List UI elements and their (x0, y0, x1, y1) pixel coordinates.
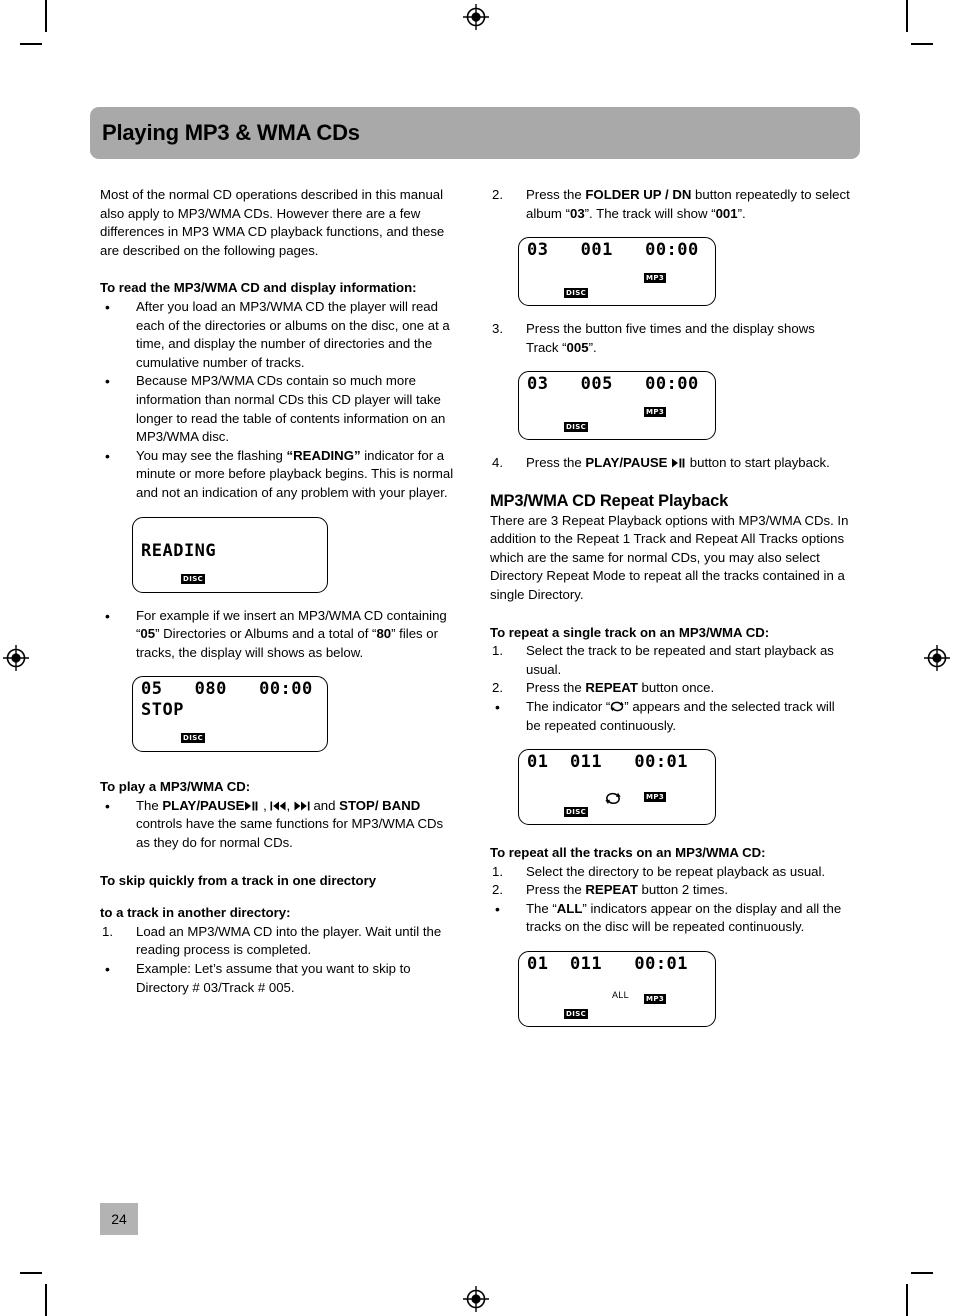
text-run-bold: ALL (556, 900, 583, 916)
list-item (100, 298, 460, 372)
text-run: For example if we insert an MP3/WMA CD containing “ (136, 607, 447, 642)
list-item (100, 797, 460, 853)
text-run: ”. The track will show “ (584, 205, 716, 221)
page-number-text: 24 (111, 1211, 127, 1227)
list-item-text: Select the track to be repeated and start playback as usual. (526, 643, 834, 677)
text-run-bold: FOLDER UP / DN (585, 187, 692, 202)
lcd-display-stop (132, 676, 328, 752)
text-run: button to start playback. (686, 455, 830, 471)
skip-back-icon (270, 801, 286, 811)
text-run: You may see the flashing (136, 447, 287, 463)
text-run: Press the (526, 882, 586, 898)
disc-badge: DISC (183, 574, 204, 583)
heading-read-cd: To read the MP3/WMA CD and display information: (100, 280, 417, 296)
crop-mark-top-right-v (906, 0, 908, 32)
text-run: Press the (526, 187, 586, 202)
folder-steps-list-4 (490, 454, 850, 473)
list-item (100, 372, 460, 446)
lcd-line-text: READING (141, 540, 217, 561)
list-item-text (136, 608, 447, 660)
crop-mark-bottom-right-v (906, 1284, 908, 1316)
repeat-all-steps-list (490, 863, 850, 937)
registration-target-icon-bottom (463, 1286, 489, 1312)
mp3-badge: MP3 (646, 995, 665, 1004)
text-run-bold: 05 (140, 626, 156, 642)
list-item (490, 881, 850, 900)
repeat-playback-paragraph: There are 3 Repeat Playback options with MP3/WMA CDs. In addition to the Repeat 1 Track and Repeat All Tracks options which are the same for normal CDs, you may also select Directory Repeat Mode to repeat all the tracks contained in a single Directory. (490, 512, 849, 602)
repeat-single-steps-list (490, 642, 850, 735)
list-item (490, 863, 850, 882)
crop-mark-top-right-h (911, 43, 933, 45)
lcd-display-track-005 (518, 371, 716, 440)
list-item (100, 447, 460, 503)
list-item (490, 679, 850, 698)
text-run: controls have the same functions for MP3/WMA CDs as they do for normal CDs. (136, 816, 444, 851)
bullet-marker: • (105, 607, 110, 624)
list-item-text (526, 699, 835, 733)
left-column (100, 186, 460, 997)
step-marker: 2. (492, 882, 503, 898)
lcd-display-repeat-one (518, 749, 716, 825)
registration-target-icon-left (3, 645, 29, 671)
text-run: , (286, 797, 294, 813)
crop-mark-top-left-h (20, 43, 42, 45)
page-number (100, 1203, 138, 1235)
disc-badge: DISC (183, 734, 204, 743)
crop-mark-bottom-left-h (20, 1272, 42, 1274)
list-item (100, 923, 460, 960)
text-run-bold: PLAY/PAUSE (585, 455, 668, 471)
lcd-line-text: 01 011 00:01 (527, 954, 689, 975)
text-run-bold: 80 (376, 626, 392, 642)
text-run: ”. (737, 205, 746, 221)
bullet-marker: • (105, 298, 110, 315)
step-marker: 1. (492, 863, 503, 879)
bullet-marker: • (105, 961, 110, 978)
list-item-text (526, 187, 850, 221)
text-run-bold: 005 (566, 339, 589, 355)
disc-badge: DISC (566, 1010, 587, 1019)
disc-badge: DISC (566, 423, 587, 432)
text-run: The “ (526, 900, 557, 916)
step-marker: 4. (492, 455, 503, 471)
text-run: ” files or tracks, the display will shows as below. (136, 626, 439, 660)
lcd-line-text: 01 011 00:01 (527, 752, 689, 773)
mp3-badge: MP3 (646, 793, 665, 802)
section-heading-repeat-playback: MP3/WMA CD Repeat Playback (490, 491, 729, 510)
play-pause-icon (244, 801, 259, 811)
lcd-line-status: STOP (141, 700, 184, 721)
crop-mark-bottom-left-v (45, 1284, 47, 1316)
text-run-bold: REPEAT (585, 882, 638, 898)
text-run-bold: PLAY/PAUSE (162, 797, 245, 813)
text-run-bold: 03 (569, 205, 585, 221)
list-item-text (526, 901, 841, 935)
bullet-marker: • (495, 900, 500, 917)
text-run: Press the (526, 455, 586, 471)
list-item (490, 698, 850, 735)
heading-skip-line2: to a track in another directory: (100, 905, 291, 921)
play-cd-bullet-list (100, 797, 460, 853)
intro-paragraph: Most of the normal CD operations described in this manual also apply to MP3/WMA CDs. However there are a few differences in MP3 WMA CD playback functions, and these are described on the following pages. (100, 187, 445, 258)
list-item (100, 607, 460, 663)
play-pause-icon (671, 458, 686, 468)
list-item-text: Example: Let’s assume that you want to skip to Directory # 03/Track # 005. (136, 961, 411, 995)
lcd-display-repeat-all (518, 951, 716, 1027)
bullet-marker: • (495, 698, 500, 715)
text-run: The (136, 797, 163, 813)
text-run-bold: “READING” (286, 447, 361, 463)
registration-target-icon-top (463, 4, 489, 30)
bullet-marker: • (105, 797, 110, 814)
list-item (490, 642, 850, 679)
list-item-text (526, 882, 728, 897)
repeat-icon (610, 701, 624, 712)
text-run: indicator for a minute or more before playback begins. This is normal and not an indication of any problem with your player. (136, 447, 454, 500)
text-run: button 2 times. (637, 882, 729, 898)
heading-play-cd: To play a MP3/WMA CD: (100, 779, 251, 795)
skip-forward-icon (294, 801, 310, 811)
mp3-badge: MP3 (646, 408, 665, 417)
text-run: ” Directories or Albums and a total of “ (155, 626, 377, 642)
page-title: Playing MP3 & WMA CDs (102, 120, 360, 145)
text-run: and (309, 797, 340, 813)
step-marker: 2. (492, 187, 503, 202)
list-item-text (526, 321, 815, 355)
step-marker: 2. (492, 680, 503, 696)
bullet-marker: • (105, 373, 110, 390)
page-title-banner (90, 107, 860, 159)
bullet-marker: • (105, 447, 110, 464)
heading-repeat-all-tracks: To repeat all the tracks on an MP3/WMA CD: (490, 845, 766, 861)
list-item-text: Because MP3/WMA CDs contain so much more information than normal CDs this CD player will take longer to read the table of contents information on an MP3/WMA disc. (136, 373, 446, 445)
lcd-line-text: 03 005 00:00 (527, 374, 699, 395)
text-run: ” appears and the selected track will be repeated continuously. (526, 698, 835, 733)
list-item-text (136, 798, 443, 850)
list-item (490, 186, 850, 223)
list-item-text (526, 680, 714, 695)
text-run: ”. (588, 339, 597, 355)
example-bullet-list (100, 607, 460, 663)
crop-mark-top-left-v (45, 0, 47, 32)
text-run: button once. (637, 680, 715, 696)
list-item-text: Load an MP3/WMA CD into the player. Wait until the reading process is completed. (136, 923, 442, 958)
lcd-line-text: 05 080 00:00 (141, 679, 313, 700)
read-cd-bullet-list (100, 298, 460, 503)
list-item (100, 960, 460, 997)
list-item-text: Select the directory to be repeat playback as usual. (526, 863, 826, 879)
text-run: button repeatedly to select album “ (526, 187, 850, 221)
text-run: ” indicators appear on the display and all the tracks on the disc will be repeated continuously. (526, 900, 842, 935)
mp3-badge: MP3 (646, 274, 665, 283)
list-item-text: After you load an MP3/WMA CD the player will read each of the directories or albums on the disc, one at a time, and display the number of directories and the cumulative number of tracks. (136, 298, 450, 370)
step-marker: 3. (492, 321, 503, 337)
text-run: The indicator “ (526, 698, 611, 714)
text-run: Press the button five times and the display shows Track “ (526, 321, 815, 355)
text-run: Press the (526, 680, 586, 696)
all-indicator-label: ALL (612, 990, 629, 1001)
list-item (490, 454, 850, 473)
repeat-icon (605, 792, 621, 805)
list-item-text (526, 455, 830, 470)
list-item (490, 320, 850, 357)
step-marker: 1. (492, 643, 503, 659)
folder-steps-list-3 (490, 320, 850, 357)
right-column (490, 186, 850, 1027)
text-run: , (259, 797, 271, 813)
list-item-text (136, 448, 453, 500)
text-run-bold: REPEAT (585, 680, 638, 696)
disc-badge: DISC (566, 289, 587, 298)
crop-mark-bottom-right-h (911, 1272, 933, 1274)
folder-steps-list (490, 186, 850, 223)
skip-steps-list (100, 923, 460, 997)
lcd-display-track-001 (518, 237, 716, 306)
text-run-bold: 001 (715, 205, 738, 221)
disc-badge: DISC (566, 808, 587, 817)
text-run-bold: STOP/ BAND (339, 797, 421, 813)
list-item (490, 900, 850, 937)
step-marker: 1. (102, 923, 113, 939)
heading-skip-line1: To skip quickly from a track in one directory (100, 872, 377, 888)
lcd-display-reading (132, 517, 328, 593)
heading-repeat-single-track: To repeat a single track on an MP3/WMA CD: (490, 624, 770, 640)
registration-target-icon-right (924, 645, 950, 671)
lcd-line-text: 03 001 00:00 (527, 240, 699, 261)
